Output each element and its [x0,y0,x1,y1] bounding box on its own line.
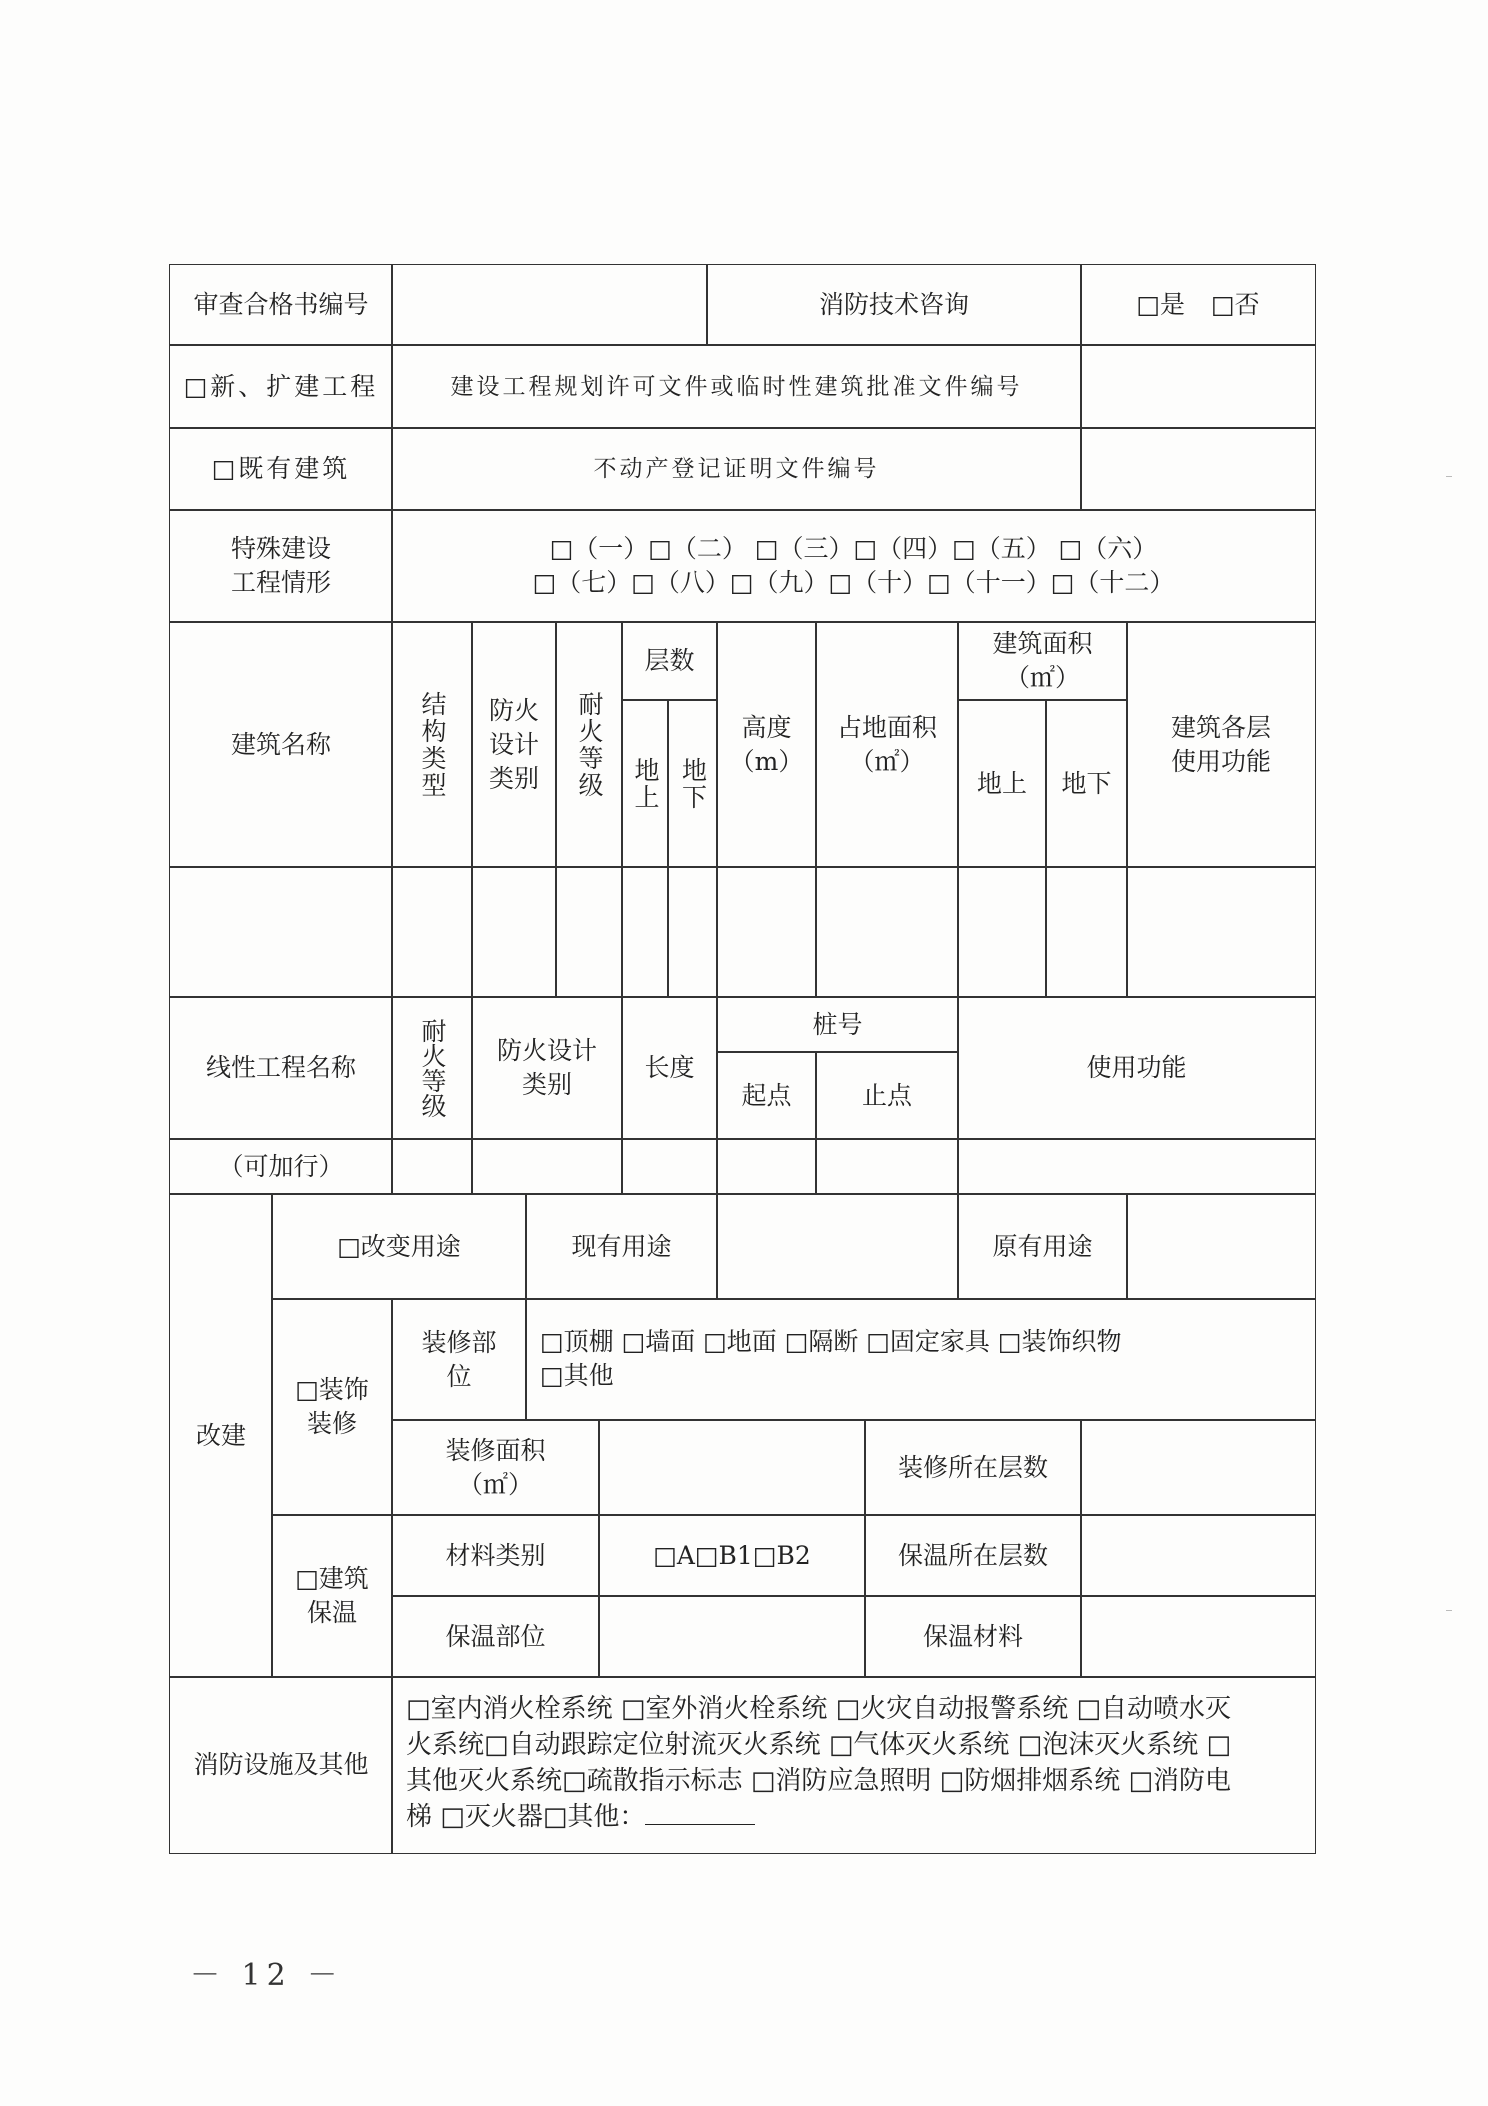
change-use-label: □改变用途 [337,1231,461,1261]
linear-name-header [169,996,393,1140]
insulation-floor-label-text: 保温所在层数 [897,1540,1048,1570]
linear-name-header-text: 线性工程名称 [205,1053,356,1082]
consult-yes-checkbox[interactable]: □是 [1136,290,1185,319]
review-cert-value[interactable] [391,264,708,346]
decoration-floor-input[interactable] [1080,1419,1316,1516]
linear-fire-design-input[interactable] [471,1138,623,1195]
floors-header [621,621,718,701]
linear-usage-header [957,996,1316,1140]
usage-header [1126,621,1316,868]
decoration-area-label [391,1419,600,1516]
decoration-area-input[interactable] [598,1419,866,1516]
facilities-label-text: 消防设施及其他 [193,1750,369,1779]
insulation-part-label-text: 保温部位 [445,1621,546,1651]
area-below-header-text: 地下 [1061,768,1112,798]
planning-permit-value[interactable] [1080,344,1316,429]
floors-below-input[interactable] [667,866,718,998]
new-build-checkbox[interactable] [169,344,393,429]
existing-building-label: □既有建筑 [211,454,351,483]
renovation-label [169,1193,273,1678]
decoration-area-label-text: 装修面积 （㎡） [445,1435,546,1499]
insulation-floor-label [864,1514,1082,1597]
facilities-line-1[interactable]: □室内消火栓系统 □室外消火栓系统 □火灾自动报警系统 □自动喷水灭 [406,1694,1232,1724]
existing-building-checkbox[interactable] [169,427,393,511]
material-class-label [391,1514,600,1597]
consult-label-text: 消防技术咨询 [818,290,969,319]
material-class-options[interactable] [598,1514,866,1597]
special-case-line-2[interactable]: □（七）□（八）□（九）□（十）□（十一）□（十二） [532,568,1175,597]
linear-fire-rating-input[interactable] [391,1138,473,1195]
current-use-label [525,1193,718,1300]
height-header-text: 高度 （m） [729,712,804,776]
new-build-label: □新、扩建工程 [183,371,379,401]
floors-above-header [621,699,669,868]
usage-header-text: 建筑各层 使用功能 [1170,712,1271,776]
facilities-line-2[interactable]: 火系统□自动跟踪定位射流灭火系统 □气体灭火系统 □泡沫灭火系统 □ [406,1730,1232,1760]
insulation-label: □建筑 保温 [295,1564,369,1627]
linear-stake-header-text: 桩号 [812,1009,863,1039]
floors-above-header-text: 地上 [631,756,660,811]
current-use-input[interactable] [716,1193,959,1300]
linear-length-input[interactable] [621,1138,718,1195]
current-use-label-text: 现有用途 [571,1231,672,1261]
planning-permit-label [391,344,1082,429]
linear-end-header [815,1051,959,1140]
linear-usage-header-text: 使用功能 [1086,1053,1187,1082]
insulation-checkbox[interactable] [271,1514,393,1678]
renovation-label-text: 改建 [195,1420,246,1450]
insulation-floor-input[interactable] [1080,1514,1316,1597]
scan-mark [1446,1610,1452,1611]
review-cert-label-text: 审查合格书编号 [193,290,369,319]
land-area-header-text: 占地面积 （㎡） [836,712,937,776]
structure-type-header-text: 结构类型 [418,690,447,799]
facilities-line-3[interactable]: 其他灭火系统□疏散指示标志 □消防应急照明 □防烟排烟系统 □消防电 [406,1766,1232,1796]
area-above-header-text: 地上 [976,768,1027,798]
special-case-label-text: 特殊建设 工程情形 [230,534,331,597]
height-header [716,621,817,868]
building-name-header [169,621,393,868]
floors-below-header [667,699,718,868]
linear-start-input[interactable] [716,1138,817,1195]
area-below-input[interactable] [1045,866,1128,998]
consult-options [1080,264,1316,346]
land-area-input[interactable] [815,866,959,998]
facilities-label [169,1676,393,1854]
consult-label [706,264,1082,346]
material-class-options-text: □A□B1□B2 [653,1540,811,1570]
decoration-part-label [391,1298,527,1421]
insulation-part-label [391,1595,600,1678]
insulation-material-label [864,1595,1082,1678]
property-cert-label [391,427,1082,511]
special-case-label [169,509,393,623]
fire-design-input[interactable] [471,866,557,998]
property-cert-label-text: 不动产登记证明文件编号 [593,456,880,482]
fire-rating-header [555,621,623,868]
linear-end-header-text: 止点 [861,1080,912,1110]
linear-fire-design-header-text: 防火设计 类别 [496,1036,597,1099]
fire-design-header [471,621,557,868]
linear-fire-rating-header [391,996,473,1140]
linear-length-header [621,996,718,1140]
linear-start-header [716,1051,817,1140]
consult-no-checkbox[interactable]: □否 [1211,290,1260,319]
decoration-floor-label-text: 装修所在层数 [897,1452,1048,1482]
linear-start-header-text: 起点 [741,1080,792,1110]
insulation-part-input[interactable] [598,1595,866,1678]
floors-header-text: 层数 [644,646,695,675]
original-use-label [957,1193,1128,1300]
linear-fire-rating-header-text: 耐火等级 [418,1018,447,1118]
linear-end-input[interactable] [815,1138,959,1195]
linear-add-row-label [169,1138,393,1195]
building-name-input[interactable] [169,866,393,998]
land-area-header [815,621,959,868]
planning-permit-label-text: 建设工程规划许可文件或临时性建筑批准文件编号 [450,373,1023,400]
other-fill-line[interactable] [645,1800,755,1825]
linear-length-header-text: 长度 [644,1053,695,1082]
facilities-options [391,1676,1316,1854]
decoration-floor-label [864,1419,1082,1516]
area-above-header [957,699,1047,868]
area-below-header [1045,699,1128,868]
page-number: － 12 － [190,1958,344,1993]
usage-input[interactable] [1126,866,1316,998]
decoration-part-options [525,1298,1316,1421]
fire-rating-input[interactable] [555,866,623,998]
special-case-options [391,509,1316,623]
fire-design-header-text: 防火设计类别 [488,695,539,793]
facilities-line-4 [406,1799,755,1835]
decoration-parts-line-1[interactable]: □顶棚 □墙面 □地面 □隔断 □固定家具 □装饰织物 [540,1327,1122,1356]
structure-type-header [391,621,473,868]
decoration-parts-line-2[interactable]: □其他 [540,1361,614,1390]
floors-below-header-text: 地下 [678,756,708,811]
decoration-label: □装饰 装修 [295,1375,369,1438]
facilities-line-4-text[interactable]: 梯 □灭火器□其他： [406,1802,646,1832]
insulation-material-input[interactable] [1080,1595,1316,1678]
fire-rating-header-text: 耐火等级 [575,690,604,799]
decoration-part-label-text: 装修部 位 [421,1327,497,1391]
scan-mark [1446,476,1452,477]
building-name-header-text: 建筑名称 [230,729,331,759]
original-use-input[interactable] [1126,1193,1316,1300]
area-above-input[interactable] [957,866,1047,998]
build-area-header-text: 建筑面积 （㎡） [992,629,1093,692]
review-cert-label [169,264,393,346]
linear-usage-input[interactable] [957,1138,1316,1195]
material-class-label-text: 材料类别 [445,1540,546,1570]
height-input[interactable] [716,866,817,998]
property-cert-value[interactable] [1080,427,1316,511]
linear-add-row-text: （可加行） [218,1151,344,1181]
decoration-checkbox[interactable] [271,1298,393,1516]
special-case-line-1[interactable]: □（一）□（二） □（三）□（四）□（五） □（六） [549,534,1158,563]
linear-fire-design-header [471,996,623,1140]
floors-above-input[interactable] [621,866,669,998]
build-area-header [957,621,1128,701]
structure-type-input[interactable] [391,866,473,998]
insulation-material-label-text: 保温材料 [922,1621,1023,1651]
change-use-checkbox[interactable] [271,1193,527,1300]
linear-stake-header [716,996,959,1053]
original-use-label-text: 原有用途 [992,1231,1093,1261]
